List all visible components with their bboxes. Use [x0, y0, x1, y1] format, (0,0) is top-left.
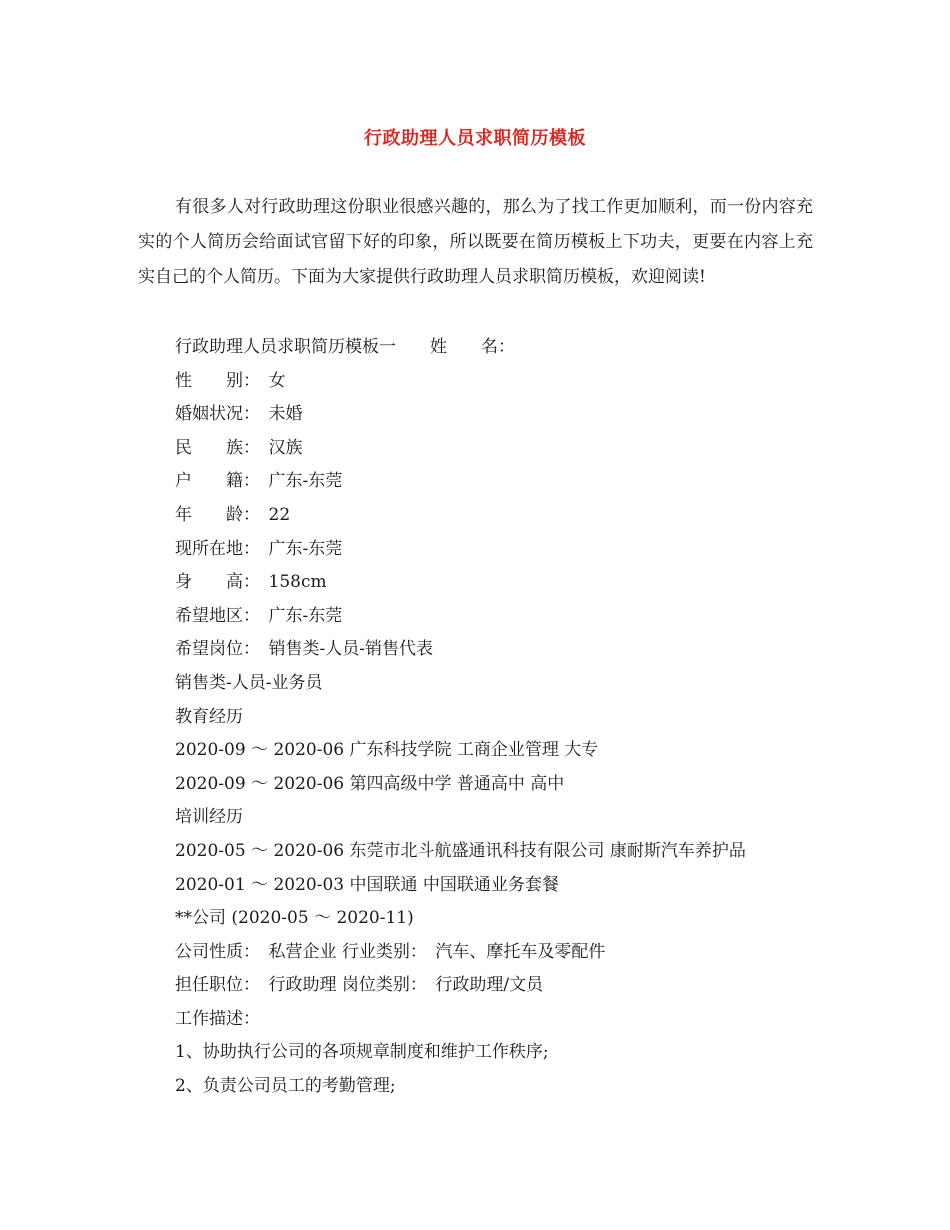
resume-line: 1、协助执行公司的各项规章制度和维护工作秩序; — [175, 1042, 549, 1063]
resume-line: 担任职位： 行政助理 岗位类别： 行政助理/文员 — [175, 975, 544, 996]
intro-paragraph: 有很多人对行政助理这份职业很感兴趣的，那么为了找工作更加顺利，而一份内容充实的个人简历会给面试官留下好的印象，所以既要在简历模板上下功夫，更要在内容上充实自己的个人简历。下面为大家提供行政助理人员求职简历模板，欢迎阅读! — [138, 197, 813, 287]
resume-line: 身 高： 158cm — [175, 572, 327, 593]
document-title: 行政助理人员求职简历模板 — [364, 128, 586, 149]
resume-line: 公司性质： 私营企业 行业类别： 汽车、摩托车及零配件 — [175, 941, 606, 962]
resume-line: 2020-01 ～ 2020-03 中国联通 中国联通业务套餐 — [175, 874, 559, 895]
resume-line: 销售类-人员-业务员 — [175, 672, 323, 693]
resume-line: 2020-05 ～ 2020-06 东莞市北斗航盛通讯科技有限公司 康耐斯汽车养护品 — [175, 840, 746, 861]
resume-line: 婚姻状况： 未婚 — [175, 404, 303, 425]
resume-line: 希望地区： 广东-东莞 — [175, 605, 343, 626]
section-heading-training: 培训经历 — [175, 807, 243, 828]
resume-line: 2020-09 ～ 2020-06 广东科技学院 工商企业管理 大专 — [175, 740, 599, 761]
resume-line: 民 族： 汉族 — [175, 437, 303, 458]
resume-line: 年 龄： 22 — [175, 504, 291, 525]
resume-line: 行政助理人员求职简历模板一 姓 名： — [175, 337, 515, 357]
resume-line: 性 别： 女 — [175, 370, 286, 391]
resume-line: **公司 (2020-05 ～ 2020-11) — [175, 908, 414, 929]
section-heading-education: 教育经历 — [175, 706, 243, 727]
resume-line: 希望岗位： 销售类-人员-销售代表 — [175, 639, 433, 660]
resume-line: 2、负责公司员工的考勤管理; — [175, 1076, 396, 1097]
resume-line: 户 籍： 广东-东莞 — [175, 471, 343, 492]
resume-line: 2020-09 ～ 2020-06 第四高级中学 普通高中 高中 — [175, 773, 565, 794]
resume-line: 工作描述： — [175, 1008, 260, 1029]
resume-lines — [175, 331, 746, 1104]
resume-line: 现所在地： 广东-东莞 — [175, 538, 343, 559]
